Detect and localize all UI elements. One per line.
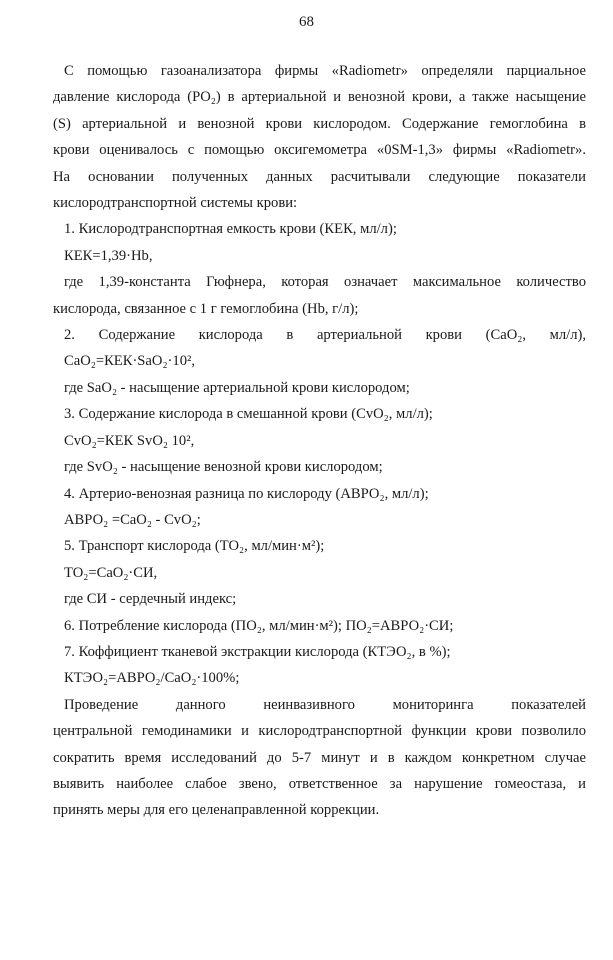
intro-line: давление кислорода (PO₂) в артериальной и венозной крови, а также насыщение [53, 89, 586, 106]
conclusion-line: сократить время исследований до 5-7 минут и в каждом конкретном случае [53, 749, 586, 766]
page-body [53, 58, 586, 824]
formula-heading: 3. Содержание кислорода в смешанной крови (CvO₂, мл/л); [64, 406, 433, 423]
formula-line: КТЭО₂=АВРО₂/CaO₂·100%; [64, 670, 240, 687]
intro-line: (S) артериальной и венозной крови кислородом. Содержание гемоглобина в [53, 115, 586, 132]
formula-line: CvO₂=КЕК SvO₂ 10², [64, 432, 195, 449]
formula-heading: 6. Потребление кислорода (ПО₂, мл/мин·м²); ПО₂=АВРО₂·СИ; [64, 617, 454, 634]
conclusion-line: центральной гемодинамики и кислородтранспортной функции крови позволило [53, 723, 586, 740]
conclusion-line: выявить наиболее слабое звено, ответственное за нарушение гомеостаза, и [53, 775, 586, 792]
formula-note-line: где СИ - сердечный индекс; [64, 591, 237, 608]
formula-heading: 1. Кислородтранспортная емкость крови (КЕК, мл/л); [64, 221, 397, 238]
formula-heading: 7. Коффициент тканевой экстракции кислорода (КТЭО₂, в %); [64, 643, 451, 660]
formula-note-line: где SaO₂ - насыщение артериальной крови кислородом; [64, 379, 410, 396]
formula-note-line: кислорода, связанное с 1 г гемоглобина (Hb, г/л); [53, 300, 359, 317]
formula-line: ТО₂=CaO₂·СИ, [64, 564, 158, 581]
formula-heading: 5. Транспорт кислорода (ТО₂, мл/мин·м²); [64, 538, 325, 555]
conclusion-line: Проведение данного неинвазивного мониторинга показателей [64, 696, 586, 713]
formula-line: CaO₂=КЕК·SaO₂·10², [64, 353, 196, 370]
formula-line: АВРО₂ =CaO₂ - CvO₂; [64, 511, 201, 528]
page-number: 68 [299, 14, 314, 30]
intro-line: На основании полученных данных расчитывали следующие показатели [53, 168, 586, 185]
formula-note-line: где SvO₂ - насыщение венозной крови кислородом; [64, 459, 383, 476]
formula-note-line: где 1,39-константа Гюфнера, которая означает максимальное количество [64, 274, 586, 291]
intro-line: крови оценивалось с помощью оксигемометра «0SM-1,3» фирмы «Radiometr». [53, 142, 586, 159]
formula-heading: 2. Содержание кислорода в артериальной крови (CaO₂, мл/л), [64, 327, 586, 344]
formula-line: КЕК=1,39·Hb, [64, 247, 153, 264]
intro-line: С помощью газоанализатора фирмы «Radiometr» определяли парциальное [64, 63, 586, 79]
intro-line: кислородтранспортной системы крови: [53, 195, 298, 212]
formula-heading: 4. Артерио-венозная разница по кислороду (АВРО₂, мл/л); [64, 485, 429, 502]
conclusion-line: принять меры для его целенаправленной коррекции. [53, 802, 380, 819]
